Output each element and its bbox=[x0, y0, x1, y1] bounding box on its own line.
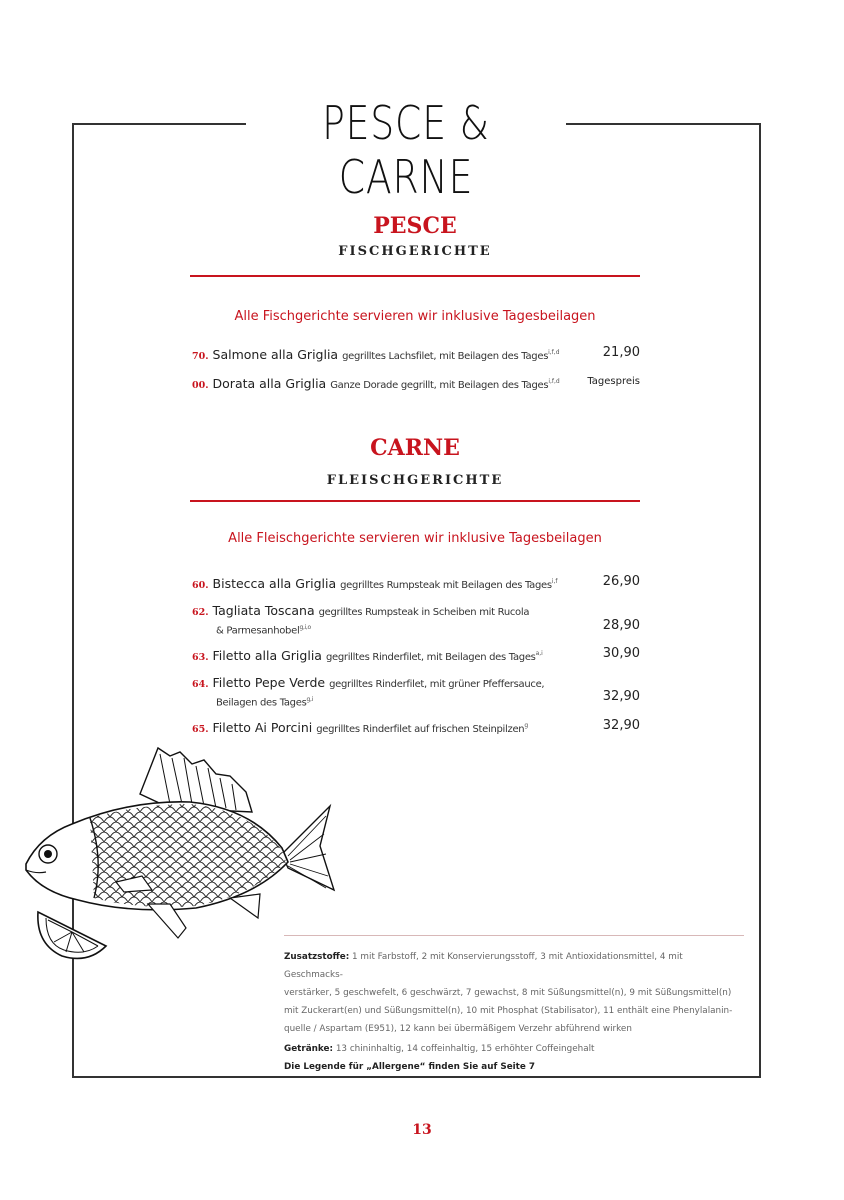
additives-label: Zusatzstoffe: bbox=[284, 952, 350, 962]
pesce-subtitle: FISCHGERICHTE bbox=[338, 244, 492, 259]
item-number: 62. bbox=[192, 607, 209, 618]
item-allergens: g bbox=[524, 722, 529, 729]
item-number: 70. bbox=[192, 351, 209, 363]
item-number: 64. bbox=[192, 679, 209, 690]
item-price: 30,90 bbox=[602, 646, 640, 661]
item-description-line2: Beilagen des Tages bbox=[216, 697, 307, 709]
frame-top-left bbox=[72, 123, 246, 125]
item-description: gegrilltes Rumpsteak mit Beilagen des Tages bbox=[340, 580, 552, 592]
menu-item bbox=[192, 718, 640, 737]
item-name: Salmone alla Griglia bbox=[212, 347, 339, 363]
menu-item bbox=[192, 675, 640, 710]
item-name: Tagliata Toscana bbox=[212, 603, 315, 618]
lemon-slice-illustration bbox=[32, 904, 112, 964]
drinks-label: Getränke: bbox=[284, 1044, 334, 1054]
item-price: 21,90 bbox=[602, 345, 640, 360]
allergen-note: Die Legende für „Allergene“ finden Sie auf Seite 7 bbox=[284, 1062, 536, 1072]
page-title: PESCE & CARNE bbox=[322, 96, 490, 204]
item-price: 26,90 bbox=[602, 574, 640, 589]
drinks-text: 13 chininhaltig, 14 coffeinhaltig, 15 erhöhter Coffeingehalt bbox=[335, 1044, 595, 1054]
item-description: gegrilltes Rinderfilet, mit Beilagen des Tages bbox=[325, 652, 536, 664]
item-description: Ganze Dorade gegrillt, mit Beilagen des Tages bbox=[330, 380, 549, 392]
pesce-divider bbox=[190, 275, 640, 277]
additives-line: mit Zuckerart(en) und Süßungsmittel(n), 10 mit Phosphat (Stabilisator), 11 enthält eine Phenylalanin- bbox=[284, 1006, 733, 1016]
item-name: Filetto Pepe Verde bbox=[212, 675, 326, 690]
menu-item bbox=[192, 603, 640, 638]
item-name: Filetto Ai Porcini bbox=[212, 720, 313, 736]
additives-legend bbox=[284, 948, 744, 1076]
carne-intro: Alle Fleischgerichte servieren wir inklusive Tagesbeilagen bbox=[228, 531, 602, 546]
footnote-divider bbox=[284, 935, 744, 936]
menu-item bbox=[192, 374, 640, 393]
pesce-intro: Alle Fischgerichte servieren wir inklusive Tagesbeilagen bbox=[234, 309, 596, 324]
item-allergens: i,f,d bbox=[548, 378, 560, 385]
frame-top-right bbox=[566, 123, 760, 125]
item-allergens: g,i,o bbox=[299, 624, 311, 631]
frame-bottom bbox=[72, 1076, 761, 1078]
item-price: 28,90 bbox=[602, 618, 640, 633]
item-description-line2: & Parmesanhobel bbox=[216, 625, 300, 637]
item-price: 32,90 bbox=[602, 718, 640, 733]
item-description: gegrilltes Rumpsteak in Scheiben mit Rucola bbox=[318, 607, 530, 618]
item-allergens: i,f,d bbox=[548, 349, 560, 356]
item-description: gegrilltes Lachsfilet, mit Beilagen des Tages bbox=[342, 351, 549, 363]
additives-line: quelle / Aspartam (E951), 12 kann bei übermäßigem Verzehr abführend wirken bbox=[284, 1024, 632, 1034]
item-number: 63. bbox=[192, 652, 209, 664]
menu-item bbox=[192, 574, 640, 593]
item-name: Dorata alla Griglia bbox=[212, 376, 327, 392]
item-name: Bistecca alla Griglia bbox=[212, 576, 337, 592]
item-allergens: a,i bbox=[535, 650, 543, 657]
page-number: 13 bbox=[412, 1122, 432, 1138]
item-number: 00. bbox=[192, 380, 209, 392]
item-number: 60. bbox=[192, 580, 209, 592]
item-number: 65. bbox=[192, 724, 209, 736]
menu-item bbox=[192, 646, 640, 665]
item-price: Tagespreis bbox=[587, 376, 640, 387]
item-description: gegrilltes Rinderfilet auf frischen Steinpilzen bbox=[316, 724, 525, 736]
item-allergens: g,i bbox=[306, 696, 313, 703]
item-name: Filetto alla Griglia bbox=[212, 648, 322, 664]
item-price: 32,90 bbox=[602, 689, 640, 704]
item-allergens: i,f bbox=[551, 578, 558, 585]
pesce-title: PESCE bbox=[373, 213, 457, 239]
carne-subtitle: FLEISCHGERICHTE bbox=[326, 473, 504, 488]
carne-title: CARNE bbox=[370, 435, 460, 461]
additives-line: 1 mit Farbstoff, 2 mit Konservierungsstoff, 3 mit Antioxidationsmittel, 4 mit Geschmacks- bbox=[284, 952, 683, 980]
frame-right bbox=[759, 123, 761, 1077]
item-description: gegrilltes Rinderfilet, mit grüner Pfeffersauce, bbox=[329, 679, 545, 690]
carne-divider bbox=[190, 500, 640, 502]
menu-item bbox=[192, 345, 640, 364]
additives-line: verstärker, 5 geschwefelt, 6 geschwärzt, 7 gewachst, 8 mit Süßungsmittel(n), 9 mit Süßungsmittel(n) bbox=[284, 988, 732, 998]
